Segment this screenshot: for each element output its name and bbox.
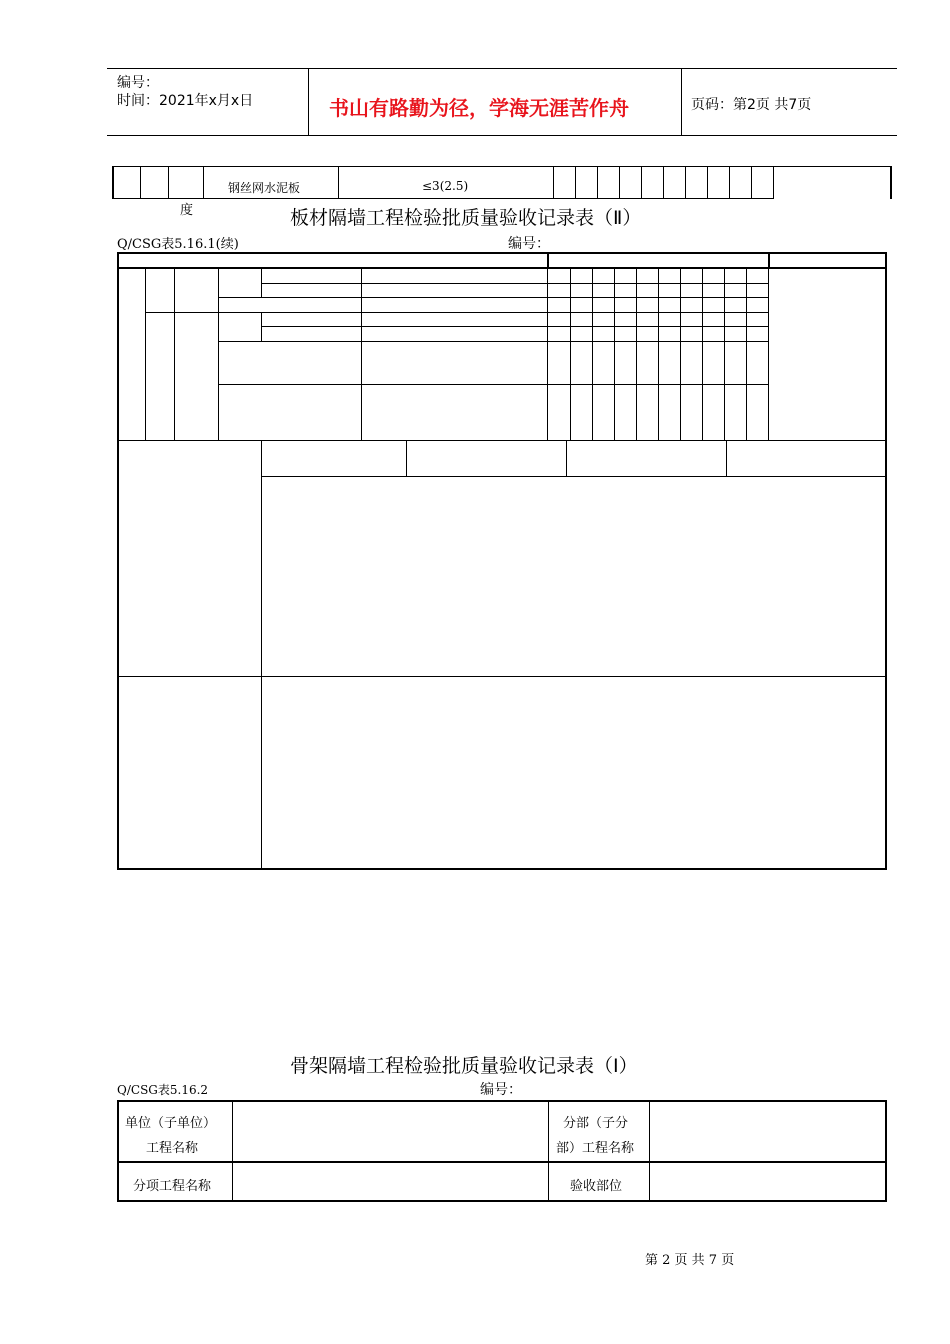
- form1-code: Q/CSG表5.16.2: [117, 1083, 209, 1097]
- header-page: 页码：第2页 共7页: [691, 97, 812, 113]
- form2-number-label: 编号：: [508, 236, 550, 252]
- header-code-label: 编号：: [117, 75, 159, 91]
- form2-title: 板材隔墙工程检验批质量验收记录表（Ⅱ）: [290, 207, 642, 229]
- form1-title: 骨架隔墙工程检验批质量验收记录表（Ⅰ）: [290, 1055, 638, 1077]
- header-motto: 书山有路勤为径，学海无涯苦作舟: [329, 96, 629, 120]
- sub-name-label-2: 部）工程名称: [556, 1141, 635, 1156]
- acceptance-part-label: 验收部位: [570, 1179, 623, 1194]
- partial-value: ≤3(2.5): [422, 179, 469, 193]
- unit-name-label-2: 工程名称: [146, 1141, 199, 1156]
- unit-name-label-1: 单位（子单位）: [125, 1116, 217, 1131]
- item-name-label: 分项工程名称: [133, 1179, 212, 1194]
- partial-item: 钢丝网水泥板: [228, 181, 301, 195]
- header-time: 时间：2021年x月x日: [117, 93, 254, 109]
- partial-degree: 度: [180, 203, 194, 218]
- form1-number-label: 编号：: [480, 1082, 522, 1098]
- sub-name-label-1: 分部（子分: [563, 1116, 629, 1131]
- form2-code: Q/CSG表5.16.1(续): [117, 237, 239, 252]
- page-footer: 第 2 页 共 7 页: [645, 1253, 735, 1268]
